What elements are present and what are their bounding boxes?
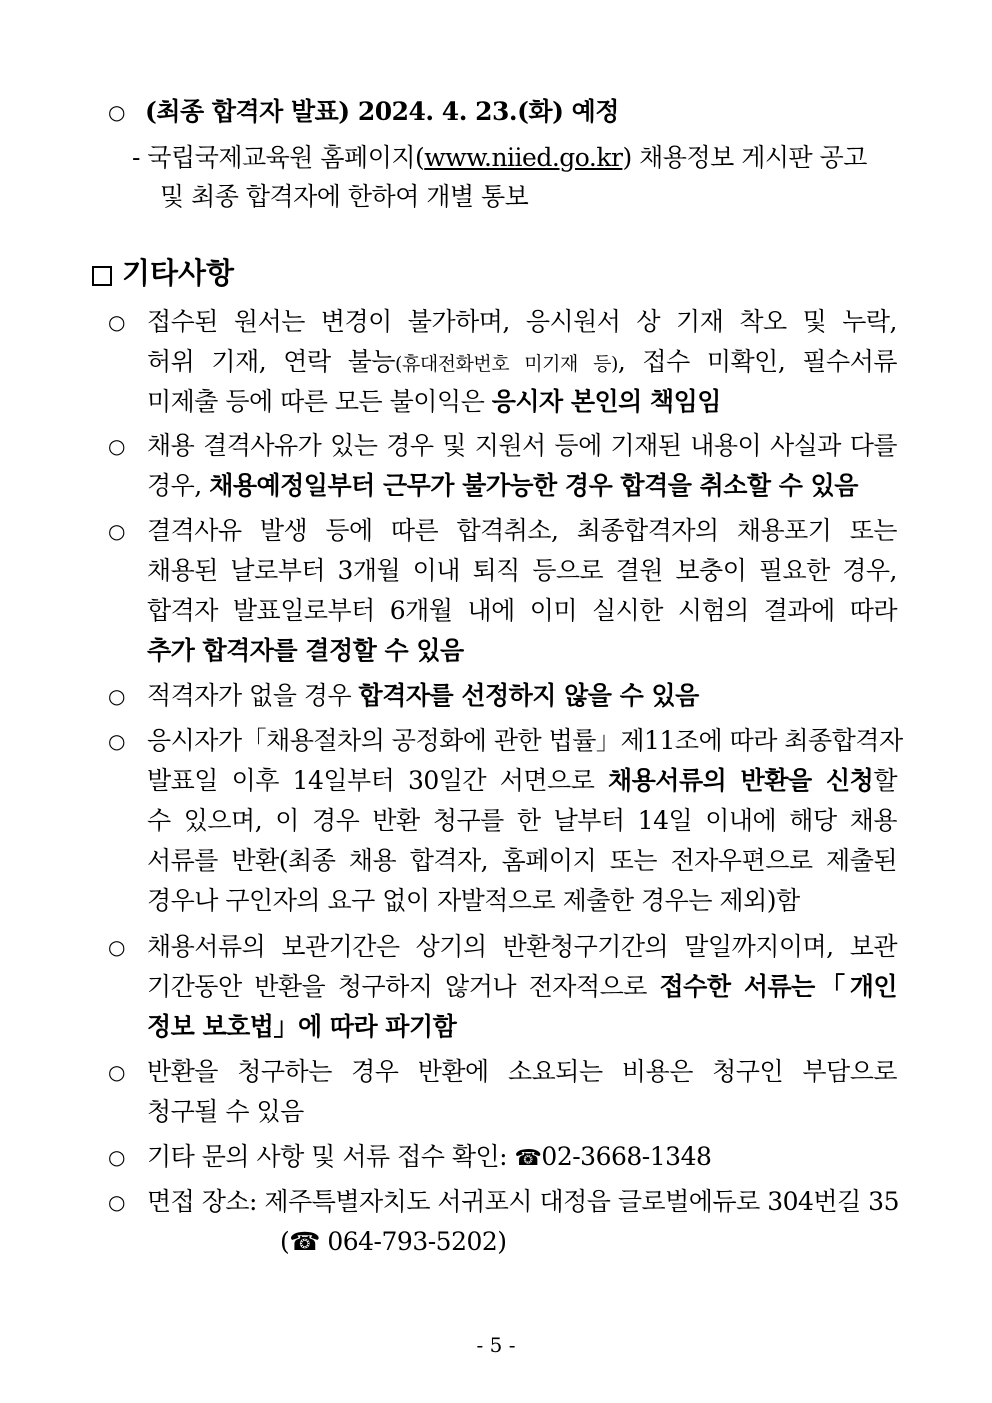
- contact-phone: 02-3668-1348: [541, 1142, 712, 1171]
- bullet-icon: ○: [108, 684, 126, 708]
- dash: -: [132, 143, 140, 172]
- homepage-link[interactable]: www.niied.go.kr: [424, 143, 623, 172]
- item1-line1: 접수된 원서는 변경이 불가하며, 응시원서 상 기재 착오 및 누락,: [147, 307, 897, 336]
- detail-post: ) 채용정보 게시판 공고: [622, 143, 867, 172]
- bullet-icon: ○: [108, 935, 126, 959]
- item7-line2: 청구될 수 있음: [147, 1097, 304, 1126]
- item6-line3: 정보 보호법」에 따라 파기함: [147, 1012, 457, 1041]
- item6-line2: 기간동안 반환을 청구하지 않거나 전자적으로 접수한 서류는「개인: [147, 972, 897, 1001]
- item5-line5: 경우나 구인자의 요구 없이 자발적으로 제출한 경우는 제외)함: [147, 886, 800, 915]
- item5-line4: 서류를 반환(최종 채용 합격자, 홈페이지 또는 전자우편으로 제출된: [147, 846, 897, 875]
- bullet-icon: ○: [108, 1190, 126, 1214]
- item2-line2: 경우, 채용예정일부터 근무가 불가능한 경우 합격을 취소할 수 있음: [147, 471, 858, 500]
- item8-line1: 기타 문의 사항 및 서류 접수 확인: ☎02-3668-1348: [147, 1142, 712, 1171]
- bullet-icon: ○: [108, 519, 126, 543]
- bullet-icon: ○: [108, 1145, 126, 1169]
- bullet-icon: ○: [108, 729, 126, 753]
- item2-line1: 채용 결격사유가 있는 경우 및 지원서 등에 기재된 내용이 사실과 다를: [147, 431, 897, 460]
- checkbox-square-icon: [92, 266, 112, 286]
- interview-phone: (☎ 064-793-5202): [280, 1227, 507, 1256]
- bullet-icon: ○: [108, 100, 126, 124]
- item4-line1: 적격자가 없을 경우 합격자를 선정하지 않을 수 있음: [147, 681, 699, 710]
- detail-pre: 국립국제교육원 홈페이지(: [147, 143, 425, 172]
- item5-line2: 발표일 이후 14일부터 30일간 서면으로 채용서류의 반환을 신청할: [147, 766, 897, 795]
- item5-line1: 응시자가「채용절차의 공정화에 관한 법률」제11조에 따라 최종합격자: [147, 726, 903, 755]
- bullet-icon: ○: [108, 310, 126, 334]
- bullet-icon: ○: [108, 434, 126, 458]
- item3-line3: 합격자 발표일로부터 6개월 내에 이미 실시한 시험의 결과에 따라: [147, 596, 897, 625]
- item1-line2: 허위 기재, 연락 불능(휴대전화번호 미기재 등), 접수 미확인, 필수서류: [147, 347, 897, 376]
- item9-line1: 면접 장소: 제주특별자치도 서귀포시 대정읍 글로벌에듀로 304번길 35: [147, 1187, 899, 1216]
- item3-line2: 채용된 날로부터 3개월 이내 퇴직 등으로 결원 보충이 필요한 경우,: [147, 556, 897, 585]
- final-announcement-heading: (최종 합격자 발표) 2024. 4. 23.(화) 예정: [145, 97, 619, 126]
- page-number: - 5 -: [476, 1333, 516, 1357]
- item6-line1: 채용서류의 보관기간은 상기의 반환청구기간의 말일까지이며, 보관: [147, 932, 897, 961]
- phone-icon: ☎: [514, 1146, 542, 1171]
- section-title: [92, 252, 234, 294]
- section-title-text: 기타사항: [122, 256, 235, 290]
- item1-line3: 미제출 등에 따른 모든 불이익은 응시자 본인의 책임임: [147, 387, 721, 416]
- bullet-icon: ○: [108, 1060, 126, 1084]
- item3-line4: 추가 합격자를 결정할 수 있음: [147, 636, 464, 665]
- item5-line3: 수 있으며, 이 경우 반환 청구를 한 날부터 14일 이내에 해당 채용: [147, 806, 897, 835]
- announcement-detail-line1: [132, 138, 897, 178]
- announcement-detail-line2: 및 최종 합격자에 한하여 개별 통보: [160, 182, 529, 211]
- item7-line1: 반환을 청구하는 경우 반환에 소요되는 비용은 청구인 부담으로: [147, 1057, 897, 1086]
- item3-line1: 결격사유 발생 등에 따른 합격취소, 최종합격자의 채용포기 또는: [147, 516, 897, 545]
